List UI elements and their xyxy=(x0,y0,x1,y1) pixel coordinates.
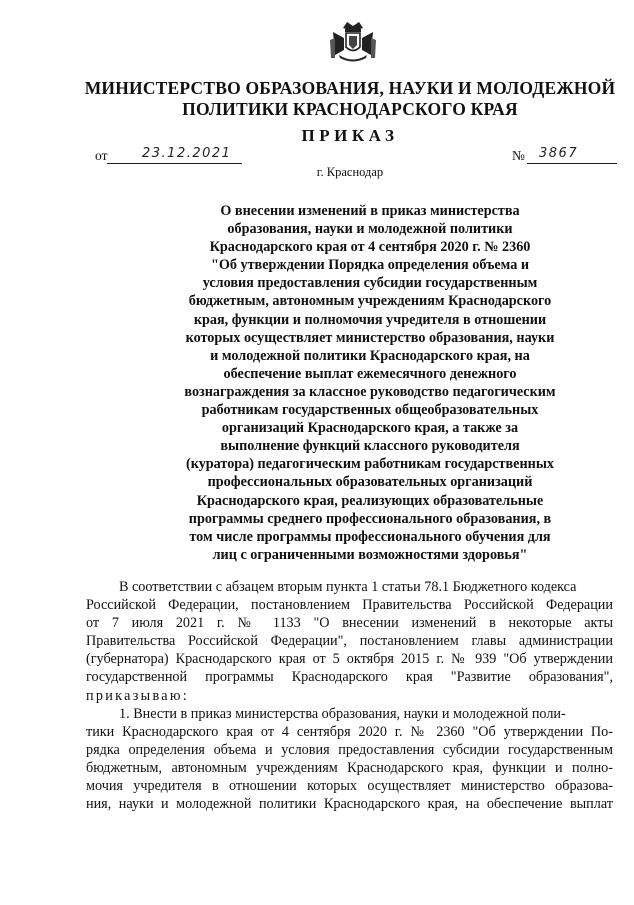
coat-of-arms-icon xyxy=(329,18,377,62)
title-line: Краснодарского края от 4 сентября 2020 г. № 2360 xyxy=(209,239,531,256)
city-name: г. Краснодар xyxy=(316,165,384,179)
number-underline xyxy=(527,163,617,164)
order-title xyxy=(80,202,634,564)
body-line: ния, науки и молодежной политики Краснодарского края, на обеспечение выплат xyxy=(86,796,613,813)
title-line: том числе программы профессионального обучения для xyxy=(189,528,551,545)
title-line: организаций Краснодарского края, а также за xyxy=(221,420,519,437)
body-line: рядка определения объема и условия предоставления субсидии государственным xyxy=(86,741,613,758)
title-line: условия предоставления субсидии государственным xyxy=(202,275,538,292)
title-line: вознаграждения за классное руководство педагогическим xyxy=(184,383,556,400)
order-body xyxy=(86,578,613,813)
date-value: 23.12.2021 xyxy=(142,146,232,161)
number-label: № xyxy=(512,148,525,163)
title-line: Краснодарского края, реализующих образовательные xyxy=(196,492,544,509)
title-line: (куратора) педагогическим работникам государственных xyxy=(186,456,554,473)
body-line: бюджетным, автономным учреждениям Краснодарского края, функции и полно- xyxy=(86,759,613,776)
title-line: "Об утверждении Порядка определения объема и xyxy=(210,257,530,274)
title-line: бюджетным, автономным учреждениям Краснодарского xyxy=(188,293,552,310)
title-line: которых осуществляет министерство образования, науки xyxy=(185,329,555,346)
body-line: В соответствии с абзацем вторым пункта 1 статьи 78.1 Бюджетного кодекса xyxy=(119,579,577,595)
title-line: и молодежной политики Краснодарского края, на xyxy=(210,347,530,364)
body-line: мочия учредителя в отношении которых осуществляет министерство образова- xyxy=(86,778,613,795)
body-line: государственной программы Краснодарского края "Развитие образования", xyxy=(86,669,613,686)
title-line: образования, науки и молодежной политики xyxy=(227,221,513,238)
date-underline xyxy=(107,163,242,164)
body-line: приказываю: xyxy=(86,687,190,704)
body-line: 1. Внести в приказ министерства образования, науки и молодежной поли- xyxy=(119,705,566,722)
date-label: от xyxy=(95,148,108,163)
body-line: Российской Федерации, постановлением Правительства Российской Федерации xyxy=(86,597,613,614)
document-type-heading: ПРИКАЗ xyxy=(301,126,399,145)
title-line: программы среднего профессионального образования, в xyxy=(188,510,552,527)
title-line: лиц с ограниченными возможностями здоровья" xyxy=(212,546,528,563)
title-line: О внесении изменений в приказ министерства xyxy=(220,203,520,219)
title-line: края, функции и полномочия учредителя в отношении xyxy=(193,311,547,328)
number-value: 3867 xyxy=(539,146,579,161)
body-line: (губернатора) Краснодарского края от 5 октября 2015 г. № 939 "Об утверждении xyxy=(86,651,613,668)
body-line: тики Краснодарского края от 4 сентября 2020 г. № 2360 "Об утверждении По- xyxy=(86,723,613,740)
body-line: Правительства Российской Федерации", постановлением главы администрации xyxy=(86,633,613,650)
ministry-name-line-1: МИНИСТЕРСТВО ОБРАЗОВАНИЯ, НАУКИ И МОЛОДЕЖНОЙ xyxy=(84,78,616,98)
title-line: выполнение функций классного руководителя xyxy=(220,438,520,455)
ministry-name-line-2: ПОЛИТИКИ КРАСНОДАРСКОГО КРАЯ xyxy=(182,99,518,119)
title-line: профессиональных образовательных организаций xyxy=(207,474,533,491)
title-line: обеспечение выплат ежемесячного денежного xyxy=(223,365,517,382)
title-line: работникам государственных общеобразовательных xyxy=(201,402,539,419)
body-line: от 7 июля 2021 г. № 1133 "О внесении изменений в некоторые акты xyxy=(86,615,613,632)
